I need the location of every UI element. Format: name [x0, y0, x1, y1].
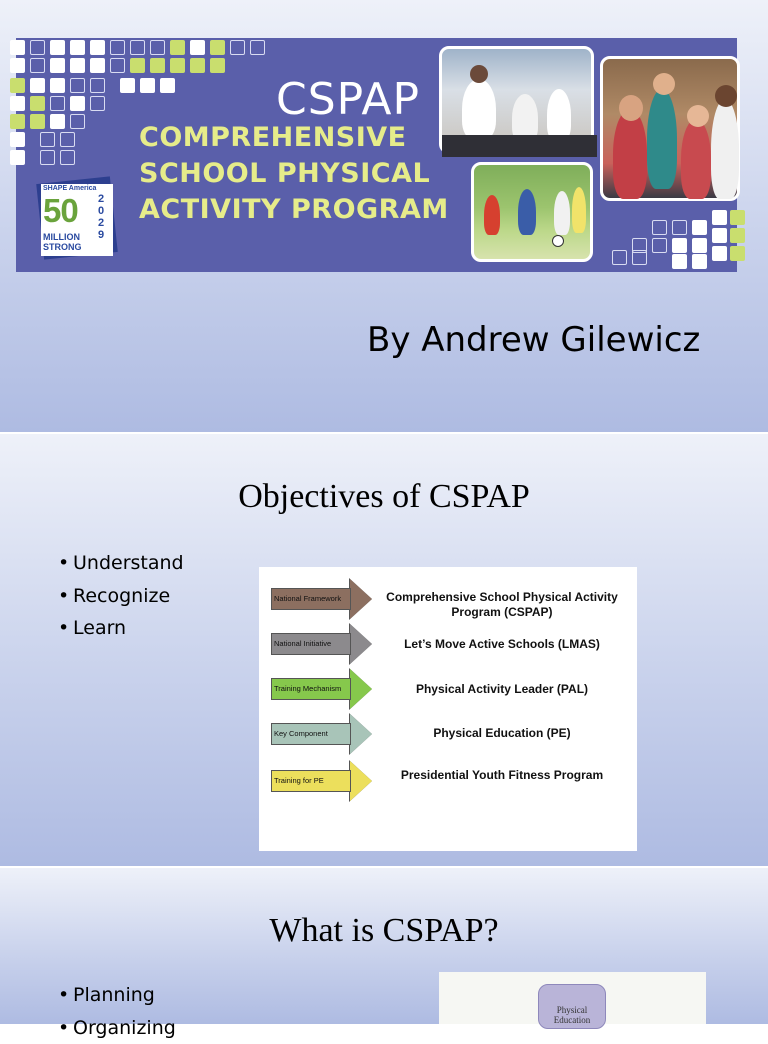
decorative-square — [140, 78, 155, 93]
decorative-square — [30, 114, 45, 129]
decorative-square — [672, 254, 687, 269]
decorative-square — [60, 150, 75, 165]
cspap-components-image — [439, 972, 706, 1024]
objectives-list — [58, 547, 184, 645]
decorative-square — [10, 132, 25, 147]
decorative-square — [672, 220, 687, 235]
decorative-square — [110, 58, 125, 73]
decorative-square — [130, 58, 145, 73]
decorative-square — [30, 40, 45, 55]
decorative-square — [10, 96, 25, 111]
decorative-square — [70, 58, 85, 73]
photo-kids-playing-soccer — [471, 162, 593, 262]
decorative-square — [110, 40, 125, 55]
arrow-key-component: Key Component — [271, 714, 371, 754]
decorative-square — [60, 132, 75, 147]
decorative-square — [30, 96, 45, 111]
author-byline: By Andrew Gilewicz — [367, 320, 700, 360]
decorative-square — [730, 246, 745, 261]
decorative-square — [250, 40, 265, 55]
decorative-square — [612, 250, 627, 265]
cspap-banner — [16, 38, 737, 272]
list-item: • Learn — [58, 612, 184, 645]
arrow-training-mechanism: Training Mechanism — [271, 669, 371, 709]
decorative-square — [652, 238, 667, 253]
arrow-national-framework: National Framework — [271, 579, 371, 619]
diagram-text-pe: Physical Education (PE) — [377, 726, 627, 741]
decorative-square — [210, 58, 225, 73]
decorative-square — [70, 78, 85, 93]
decorative-square — [170, 58, 185, 73]
list-item: • Organizing — [58, 1012, 176, 1044]
physical-education-box: Physical Education — [538, 984, 606, 1029]
cspap-framework-diagram — [259, 567, 637, 851]
decorative-square — [692, 220, 707, 235]
logo-tagline: MILLION STRONG — [43, 232, 82, 252]
logo-brand: SHAPE America — [43, 185, 96, 192]
decorative-square — [712, 210, 727, 225]
diagram-text-cspap: Comprehensive School Physical Activity Program (CSPAP) — [377, 590, 627, 620]
decorative-square — [712, 246, 727, 261]
objectives-slide — [0, 434, 768, 866]
decorative-square — [150, 40, 165, 55]
photo-smiling-teens — [600, 56, 740, 201]
decorative-square — [230, 40, 245, 55]
decorative-square — [672, 238, 687, 253]
what-is-cspap-slide — [0, 868, 768, 1024]
slide-title: What is CSPAP? — [0, 912, 768, 950]
decorative-square — [90, 58, 105, 73]
photo-students-stretching — [439, 46, 594, 154]
decorative-square — [10, 78, 25, 93]
decorative-square — [10, 58, 25, 73]
decorative-square — [170, 40, 185, 55]
decorative-square — [40, 132, 55, 147]
list-item: • Understand — [58, 547, 184, 580]
decorative-square — [730, 228, 745, 243]
decorative-square — [730, 210, 745, 225]
decorative-square — [632, 250, 647, 265]
decorative-square — [10, 150, 25, 165]
decorative-square — [30, 78, 45, 93]
decorative-square — [50, 78, 65, 93]
decorative-square — [130, 40, 145, 55]
decorative-square — [50, 114, 65, 129]
decorative-square — [50, 96, 65, 111]
arrow-training-for-pe: Training for PE — [271, 761, 371, 801]
decorative-square — [692, 238, 707, 253]
decorative-square — [50, 58, 65, 73]
banner-title-line-2: SCHOOL PHYSICAL — [139, 158, 430, 189]
decorative-square — [50, 40, 65, 55]
decorative-square — [150, 58, 165, 73]
decorative-square — [190, 40, 205, 55]
decorative-square — [70, 40, 85, 55]
decorative-square — [10, 114, 25, 129]
decorative-square — [40, 150, 55, 165]
banner-title-line-3: ACTIVITY PROGRAM — [139, 194, 449, 225]
banner-acronym: CSPAP — [276, 74, 420, 125]
diagram-text-pyfp: Presidential Youth Fitness Program — [377, 768, 627, 783]
logo-year: 2 0 2 9 — [95, 193, 107, 241]
slide-title: Objectives of CSPAP — [0, 478, 768, 516]
banner-title-line-1: COMPREHENSIVE — [139, 122, 407, 153]
diagram-text-lmas: Let’s Move Active Schools (LMAS) — [377, 637, 627, 652]
diagram-text-pal: Physical Activity Leader (PAL) — [377, 682, 627, 697]
decorative-square — [190, 58, 205, 73]
list-item: • Planning — [58, 979, 176, 1012]
logo-number: 50 — [43, 194, 78, 227]
decorative-square — [712, 228, 727, 243]
decorative-square — [90, 40, 105, 55]
arrow-national-initiative: National Initiative — [271, 624, 371, 664]
decorative-square — [160, 78, 175, 93]
decorative-square — [652, 220, 667, 235]
decorative-square — [210, 40, 225, 55]
decorative-square — [10, 40, 25, 55]
decorative-square — [90, 96, 105, 111]
decorative-square — [70, 96, 85, 111]
decorative-square — [692, 254, 707, 269]
title-slide — [0, 0, 768, 432]
decorative-square — [90, 78, 105, 93]
what-is-list — [58, 979, 176, 1044]
decorative-square — [120, 78, 135, 93]
decorative-square — [70, 114, 85, 129]
decorative-square — [30, 58, 45, 73]
list-item: • Recognize — [58, 580, 184, 613]
